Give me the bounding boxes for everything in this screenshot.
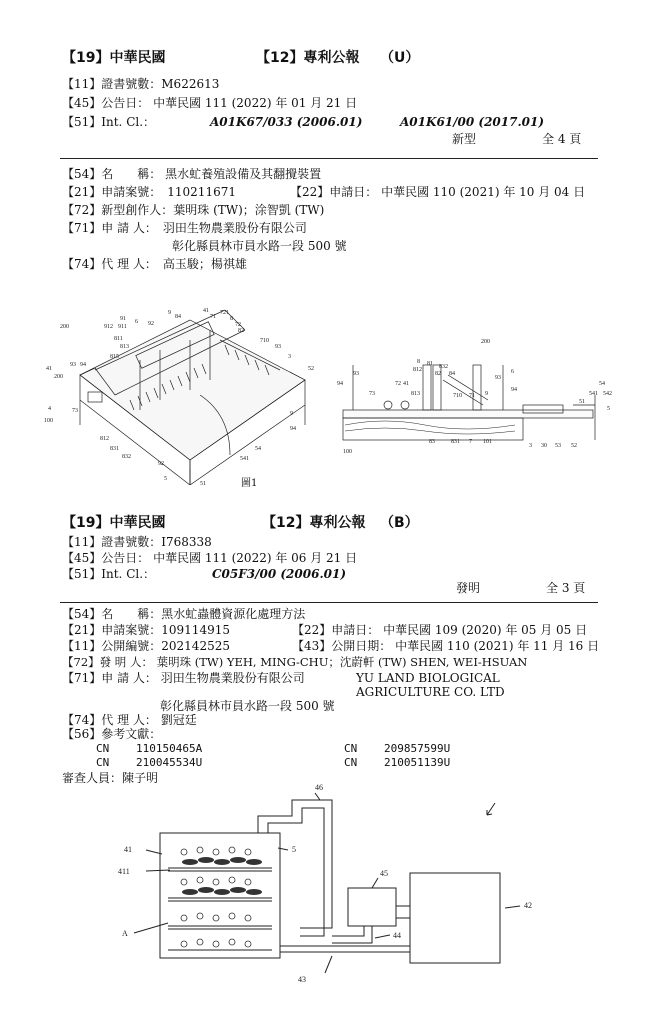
svg-text:51: 51 (200, 481, 206, 485)
svg-text:93: 93 (495, 375, 501, 381)
svg-text:84: 84 (449, 371, 455, 377)
publication-open-date: 【43】公開日期： 中華民國 110 (2021) 年 11 月 16 日 (292, 639, 600, 653)
svg-text:94: 94 (290, 426, 296, 432)
examiner: 審查人員：陳子明 (62, 771, 159, 785)
figure-2-diagram (110, 778, 580, 1010)
svg-text:92: 92 (148, 321, 154, 327)
patent-title-2: 【54】名 稱：黑水虻蟲體資源化處理方法 (62, 607, 306, 621)
svg-text:9: 9 (485, 391, 488, 397)
applicant-address-2: 彰化縣員林市員水路一段 500 號 (160, 699, 335, 713)
svg-text:45: 45 (380, 869, 388, 878)
svg-text:41: 41 (46, 366, 52, 372)
svg-text:831: 831 (110, 446, 119, 452)
ref-number-3: 210045534U (136, 756, 203, 769)
agent-2: 【74】代 理 人： 劉冠廷 (62, 713, 197, 727)
svg-text:41: 41 (203, 308, 209, 314)
publication-number: 【11】公開編號：202142525 (62, 639, 230, 653)
svg-text:42: 42 (524, 901, 532, 910)
application-number: 【21】申請案號： 110211671 (62, 185, 236, 199)
svg-text:9: 9 (168, 310, 171, 316)
divider-2 (60, 602, 598, 603)
svg-text:94: 94 (511, 387, 517, 393)
svg-text:72: 72 (395, 381, 401, 387)
page-count: 全 4 頁 (542, 132, 582, 146)
svg-text:3: 3 (288, 354, 291, 360)
ref-number-2: 209857599U (384, 742, 451, 755)
applicant-address: 彰化縣員林市員水路一段 500 號 (172, 239, 347, 253)
svg-text:9: 9 (290, 411, 293, 417)
svg-text:812: 812 (413, 367, 422, 373)
svg-text:81: 81 (427, 361, 433, 367)
svg-text:411: 411 (118, 867, 130, 876)
svg-text:911: 911 (118, 324, 127, 330)
svg-text:912: 912 (104, 324, 113, 330)
creators: 【72】新型創作人：葉明珠 (TW)；涂智凱 (TW) (62, 203, 325, 217)
svg-text:82: 82 (435, 371, 441, 377)
svg-text:73: 73 (369, 391, 375, 397)
svg-text:84: 84 (175, 314, 181, 320)
country-label-2: 【19】中華民國 (62, 515, 166, 531)
svg-text:200: 200 (60, 324, 69, 330)
svg-text:5: 5 (607, 406, 610, 412)
svg-text:83: 83 (429, 439, 435, 445)
svg-text:8: 8 (230, 316, 233, 322)
applicant-english-1: YU LAND BIOLOGICAL (356, 671, 500, 685)
svg-text:100: 100 (343, 449, 352, 455)
svg-text:832: 832 (122, 454, 131, 460)
svg-text:72: 72 (235, 322, 241, 328)
figure-caption: 圖1 (241, 478, 258, 489)
certificate-number: 【11】證書號數：M622613 (62, 77, 220, 91)
ref-cc-4: CN (344, 756, 358, 769)
publication-date: 【45】公告日： 中華民國 111 (2022) 年 01 月 21 日 (62, 96, 358, 110)
svg-text:4: 4 (48, 406, 51, 412)
svg-text:46: 46 (315, 783, 323, 792)
kind-code: （U） (380, 50, 420, 66)
svg-text:41: 41 (403, 381, 409, 387)
ipc-code-2: A01K61/00 (2017.01) (400, 115, 545, 129)
svg-text:91: 91 (120, 316, 126, 322)
svg-text:6: 6 (511, 369, 514, 375)
svg-text:43: 43 (298, 975, 306, 984)
doc-type-2: 【12】專利公報 (262, 515, 366, 531)
svg-text:5: 5 (164, 476, 167, 482)
svg-text:721: 721 (220, 310, 229, 316)
svg-text:92: 92 (158, 461, 164, 467)
svg-text:200: 200 (481, 339, 490, 345)
ref-number-4: 210051139U (384, 756, 451, 769)
patent-title: 【54】名 稱： 黑水虻養殖設備及其翻攪裝置 (62, 167, 322, 181)
filing-date: 【22】申請日： 中華民國 110 (2021) 年 10 月 04 日 (290, 185, 586, 199)
svg-text:53: 53 (555, 443, 561, 449)
svg-text:8: 8 (417, 359, 420, 365)
svg-text:541: 541 (240, 456, 249, 462)
svg-text:710: 710 (260, 338, 269, 344)
svg-text:82: 82 (238, 328, 244, 334)
svg-text:71: 71 (210, 314, 216, 320)
svg-text:832: 832 (439, 364, 448, 370)
divider (60, 158, 598, 159)
svg-text:101: 101 (483, 439, 492, 445)
svg-text:52: 52 (571, 443, 577, 449)
ref-cc-3: CN (96, 756, 110, 769)
svg-text:100: 100 (44, 418, 53, 424)
doc-type: 【12】專利公報 (256, 50, 360, 66)
svg-text:52: 52 (308, 366, 314, 372)
certificate-number-2: 【11】證書號數：I768338 (62, 535, 212, 549)
svg-text:94: 94 (337, 381, 343, 387)
applicant: 【71】申 請 人： 羽田生物農業股份有限公司 (62, 221, 307, 235)
svg-text:A: A (122, 929, 128, 938)
ref-cc-2: CN (344, 742, 358, 755)
svg-text:54: 54 (255, 446, 261, 452)
int-cl-label-2: 【51】Int. Cl.： (62, 567, 156, 581)
patent-category-2: 發明 (456, 581, 481, 595)
svg-text:813: 813 (120, 344, 129, 350)
svg-text:51: 51 (579, 399, 585, 405)
figure-1-side-view (333, 335, 623, 460)
svg-text:73: 73 (72, 408, 78, 414)
kind-code-2: （B） (380, 515, 419, 531)
ipc-code-3: C05F3/00 (2006.01) (212, 567, 347, 581)
references-label: 【56】參考文獻： (62, 727, 162, 741)
svg-text:813: 813 (411, 391, 420, 397)
svg-text:93: 93 (70, 362, 76, 368)
ipc-code-1: A01K67/033 (2006.01) (210, 115, 363, 129)
svg-text:54: 54 (599, 381, 605, 387)
svg-text:200: 200 (54, 374, 63, 380)
patent-category: 新型 (452, 132, 477, 146)
svg-text:541: 541 (589, 391, 598, 397)
svg-text:93: 93 (275, 344, 281, 350)
country-label: 【19】中華民國 (62, 50, 166, 66)
svg-text:3: 3 (529, 443, 532, 449)
applicant-2: 【71】申 請 人： 羽田生物農業股份有限公司 (62, 671, 305, 685)
svg-text:41: 41 (124, 845, 132, 854)
svg-text:811: 811 (114, 336, 123, 342)
svg-text:94: 94 (80, 362, 86, 368)
page-count-2: 全 3 頁 (546, 581, 586, 595)
svg-text:542: 542 (603, 391, 612, 397)
agent: 【74】代 理 人： 高玉駿；楊祺雄 (62, 257, 247, 271)
application-number-2: 【21】申請案號：109114915 (62, 623, 230, 637)
filing-date-2: 【22】申請日： 中華民國 109 (2020) 年 05 月 05 日 (292, 623, 588, 637)
svg-text:710: 710 (453, 393, 462, 399)
svg-text:71: 71 (469, 393, 475, 399)
applicant-english-2: AGRICULTURE CO. LTD (356, 685, 505, 699)
figure-1-perspective (40, 300, 330, 485)
svg-text:6: 6 (135, 319, 138, 325)
svg-text:30: 30 (541, 443, 547, 449)
svg-text:7: 7 (469, 439, 472, 445)
svg-text:812: 812 (100, 436, 109, 442)
svg-text:93: 93 (353, 371, 359, 377)
svg-text:44: 44 (393, 931, 401, 940)
ref-cc-1: CN (96, 742, 110, 755)
inventors: 【72】發 明 人： 葉明珠 (TW) YEH, MING-CHU；沈蔚軒 (TW) SHEN, WEI-HSUAN (62, 655, 528, 669)
int-cl-label: 【51】Int. Cl.： (62, 115, 156, 129)
publication-date-2: 【45】公告日： 中華民國 111 (2022) 年 06 月 21 日 (62, 551, 358, 565)
svg-text:815: 815 (110, 354, 119, 360)
ref-number-1: 110150465A (136, 742, 203, 755)
svg-text:5: 5 (292, 845, 296, 854)
svg-text:831: 831 (451, 439, 460, 445)
